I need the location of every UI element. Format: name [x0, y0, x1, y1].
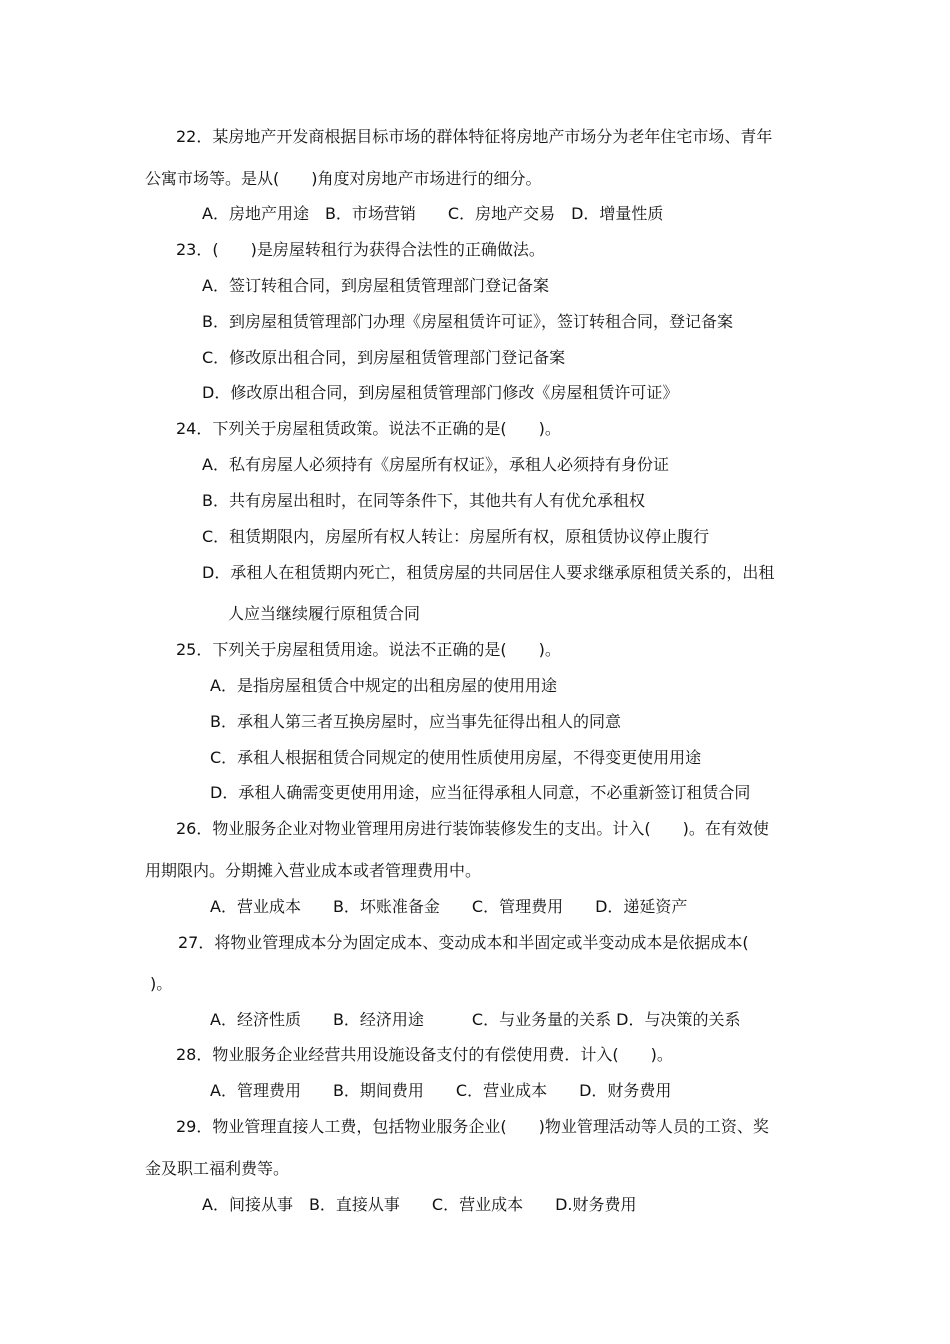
- q25-option-d: D．承租人确需变更使用用途，应当征得承租人同意，不必重新签订租赁合同: [210, 783, 751, 802]
- q23-option-d: D．修改原出租合同，到房屋租赁管理部门修改《房屋租赁许可证》: [202, 383, 679, 402]
- q22-line1: 22．某房地产开发商根据目标市场的群体特征将房地产市场分为老年住宅市场、青年: [176, 127, 773, 146]
- q24-option-d-line2: 人应当继续履行原租赁合同: [228, 604, 421, 623]
- q24-option-a: A．私有房屋人必须持有《房屋所有权证》，承租人必须持有身份证: [202, 455, 669, 474]
- q29-line1: 29．物业管理直接人工费，包括物业服务企业( )物业管理活动等人员的工资、奖: [176, 1117, 769, 1136]
- q24-option-d-line1: D．承租人在租赁期内死亡，租赁房屋的共同居住人要求继承原租赁关系的，出租: [202, 563, 775, 582]
- q23-option-c: C．修改原出租合同，到房屋租赁管理部门登记备案: [202, 348, 566, 367]
- q24-question: 24．下列关于房屋租赁政策。说法不正确的是( )。: [176, 419, 561, 438]
- q22-options: A．房地产用途 B．市场营销 C．房地产交易 D．增量性质: [202, 204, 664, 223]
- q28-options: A．管理费用 B．期间费用 C．营业成本 D．财务费用: [210, 1081, 672, 1100]
- q27-options: A．经济性质 B．经济用途 C．与业务量的关系 D．与决策的关系: [210, 1010, 741, 1029]
- q25-question: 25．下列关于房屋租赁用途。说法不正确的是( )。: [176, 640, 561, 659]
- q23-option-b: B．到房屋租赁管理部门办理《房屋租赁许可证》，签订转租合同，登记备案: [202, 312, 733, 331]
- q25-option-a: A．是指房屋租赁合中规定的出租房屋的使用用途: [210, 676, 557, 695]
- q26-options: A．营业成本 B．坏账准备金 C．管理费用 D．递延资产: [210, 897, 688, 916]
- q24-option-c: C．租赁期限内，房屋所有权人转让：房屋所有权，原租赁协议停止腹行: [202, 527, 710, 546]
- q28-question: 28．物业服务企业经营共用设施设备支付的有偿使用费．计入( )。: [176, 1045, 673, 1064]
- q27-line1: 27．将物业管理成本分为固定成本、变动成本和半固定或半变动成本是依据成本(: [178, 933, 749, 952]
- q26-line1: 26．物业服务企业对物业管理用房进行装饰装修发生的支出。计入( )。在有效使: [176, 819, 769, 838]
- q24-option-b: B．共有房屋出租时，在同等条件下，其他共有人有优允承租权: [202, 491, 645, 510]
- q25-option-b: B．承租人第三者互换房屋时，应当事先征得出租人的同意: [210, 712, 621, 731]
- q23-question: 23．( )是房屋转租行为获得合法性的正确做法。: [176, 240, 545, 259]
- q26-line2: 用期限内。分期摊入营业成本或者管理费用中。: [145, 861, 482, 880]
- q29-line2: 金及职工福利费等。: [145, 1159, 290, 1178]
- q25-option-c: C．承租人根据租赁合同规定的使用性质使用房屋，不得变更使用用途: [210, 748, 702, 767]
- q27-line2: )。: [150, 974, 173, 993]
- q23-option-a: A．签订转租合同，到房屋租赁管理部门登记备案: [202, 276, 549, 295]
- q29-options: A．间接从事 B．直接从事 C．营业成本 D.财务费用: [202, 1195, 637, 1214]
- q22-line2: 公寓市场等。是从( )角度对房地产市场进行的细分。: [145, 169, 542, 188]
